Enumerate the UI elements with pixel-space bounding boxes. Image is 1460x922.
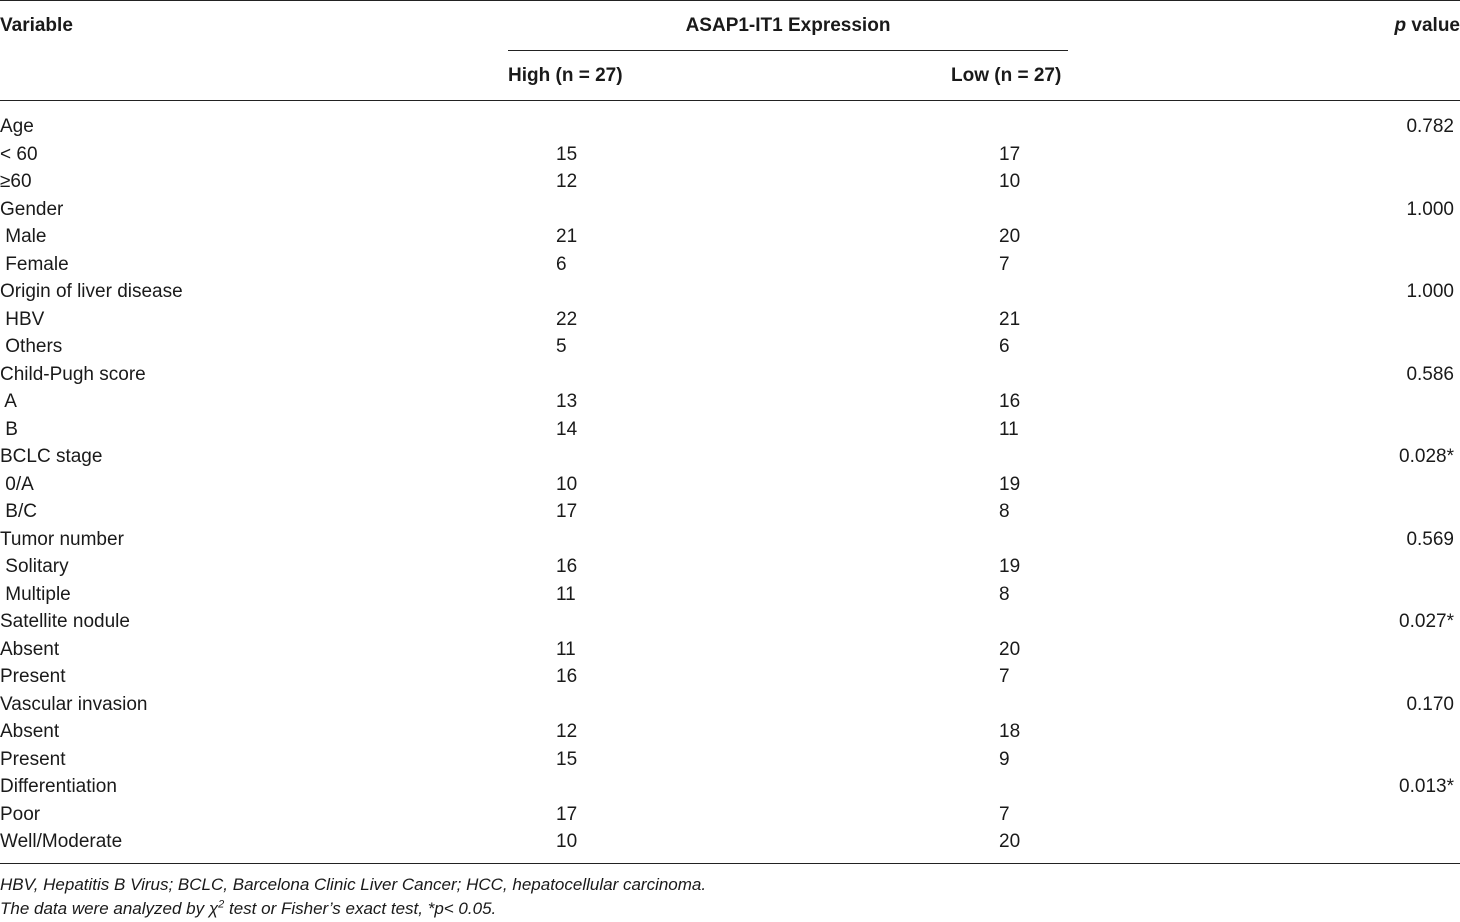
footnote-abbreviations: HBV, Hepatitis B Virus; BCLC, Barcelona Clinic Liver Cancer; HCC, hepatocellular carcinoma. bbox=[0, 875, 707, 894]
cell-low: 21 bbox=[999, 308, 1021, 330]
cell-variable: Age bbox=[0, 116, 34, 137]
cell-variable: Well/Moderate bbox=[0, 831, 123, 852]
header-high: High (n = 27) bbox=[508, 65, 623, 86]
table-row bbox=[0, 168, 1460, 196]
table-row bbox=[0, 333, 1460, 361]
cell-variable: Female bbox=[0, 253, 69, 275]
footnote-statistics-text-end: test or Fisher’s exact test, *p< 0.05. bbox=[224, 899, 497, 918]
cell-pvalue: 0.782 bbox=[1406, 116, 1454, 137]
cell-high: 15 bbox=[556, 748, 578, 770]
cell-variable: Gender bbox=[0, 198, 64, 220]
table-row bbox=[0, 801, 1460, 829]
cell-high: 11 bbox=[556, 638, 576, 660]
cell-high: 14 bbox=[556, 418, 578, 440]
table-row bbox=[0, 718, 1460, 746]
table-row bbox=[0, 141, 1460, 169]
cell-pvalue: 0.027* bbox=[1399, 611, 1454, 632]
cell-high: 15 bbox=[556, 143, 578, 165]
table-row bbox=[0, 581, 1460, 609]
cell-pvalue: 0.569 bbox=[1406, 528, 1454, 550]
cell-variable: Present bbox=[0, 748, 66, 770]
cell-high: 12 bbox=[556, 721, 578, 742]
cell-high: 21 bbox=[556, 226, 578, 247]
table-row bbox=[0, 388, 1460, 416]
cell-variable: Solitary bbox=[0, 556, 69, 577]
cell-high: 12 bbox=[556, 171, 578, 192]
cell-high: 11 bbox=[556, 583, 576, 605]
cell-variable: Origin of liver disease bbox=[0, 281, 183, 302]
table-row bbox=[0, 443, 1460, 471]
cell-low: 19 bbox=[999, 556, 1021, 577]
cell-low: 19 bbox=[999, 473, 1021, 495]
table-row bbox=[0, 498, 1460, 526]
cell-variable: Absent bbox=[0, 638, 60, 660]
header-variable: Variable bbox=[0, 15, 73, 36]
cell-high: 10 bbox=[556, 831, 578, 852]
top-rule bbox=[0, 0, 1460, 1]
cell-low: 18 bbox=[999, 721, 1021, 742]
table-row bbox=[0, 663, 1460, 691]
table-row bbox=[0, 553, 1460, 581]
header-low: Low (n = 27) bbox=[951, 65, 1062, 86]
table-row bbox=[0, 691, 1460, 719]
cell-high: 17 bbox=[556, 501, 578, 522]
cell-pvalue: 1.000 bbox=[1406, 281, 1454, 302]
table-row bbox=[0, 608, 1460, 636]
cell-low: 20 bbox=[999, 831, 1021, 852]
footnote-statistics-text: The data were analyzed by χ bbox=[0, 899, 219, 918]
cell-variable: < 60 bbox=[0, 143, 38, 165]
cell-low: 20 bbox=[999, 638, 1021, 660]
cell-low: 7 bbox=[999, 803, 1010, 825]
cell-variable: B/C bbox=[0, 501, 37, 522]
cell-low: 7 bbox=[999, 666, 1010, 687]
header-pvalue bbox=[1395, 14, 1460, 38]
cell-variable: Others bbox=[0, 336, 63, 357]
table-body bbox=[0, 113, 1460, 856]
table-row bbox=[0, 416, 1460, 444]
cell-high: 5 bbox=[556, 336, 567, 357]
header-group: ASAP1-IT1 Expression bbox=[685, 15, 891, 36]
cell-low: 17 bbox=[999, 143, 1021, 165]
cell-variable: HBV bbox=[0, 308, 45, 330]
cell-low: 20 bbox=[999, 226, 1021, 247]
cell-variable: BCLC stage bbox=[0, 446, 103, 467]
cell-high: 10 bbox=[556, 473, 578, 495]
cell-variable: A bbox=[0, 391, 17, 412]
cell-high: 16 bbox=[556, 556, 578, 577]
cell-variable: ≥60 bbox=[0, 171, 32, 192]
table-row bbox=[0, 196, 1460, 224]
cell-variable: 0/A bbox=[0, 473, 34, 495]
table-row bbox=[0, 223, 1460, 251]
table-row bbox=[0, 773, 1460, 801]
cell-pvalue: 0.586 bbox=[1406, 363, 1454, 385]
cell-pvalue: 0.028* bbox=[1399, 446, 1454, 467]
cell-low: 8 bbox=[999, 583, 1010, 605]
table-row bbox=[0, 526, 1460, 554]
table-row bbox=[0, 746, 1460, 774]
group-span-rule bbox=[508, 50, 1068, 51]
header-rule bbox=[0, 100, 1460, 101]
cell-variable: Male bbox=[0, 226, 47, 247]
cell-variable: Child-Pugh score bbox=[0, 363, 146, 385]
cell-high: 16 bbox=[556, 666, 578, 687]
table-row bbox=[0, 471, 1460, 499]
cell-variable: B bbox=[0, 418, 18, 440]
cell-variable: Satellite nodule bbox=[0, 611, 130, 632]
table-row bbox=[0, 278, 1460, 306]
cell-high: 17 bbox=[556, 803, 578, 825]
cell-variable: Vascular invasion bbox=[0, 693, 148, 715]
cell-variable: Multiple bbox=[0, 583, 71, 605]
cell-variable: Present bbox=[0, 666, 66, 687]
header-pvalue-italic: p bbox=[1394, 15, 1407, 36]
cell-low: 10 bbox=[999, 171, 1021, 192]
table-row bbox=[0, 306, 1460, 334]
cell-variable: Tumor number bbox=[0, 528, 124, 550]
cell-high: 22 bbox=[556, 308, 578, 330]
cell-variable: Differentiation bbox=[0, 776, 117, 797]
table-row bbox=[0, 636, 1460, 664]
footnote-statistics bbox=[0, 898, 496, 920]
cell-low: 7 bbox=[999, 253, 1010, 275]
cell-low: 11 bbox=[999, 418, 1019, 440]
cell-low: 16 bbox=[999, 391, 1021, 412]
cell-pvalue: 0.013* bbox=[1399, 776, 1454, 797]
cell-variable: Absent bbox=[0, 721, 60, 742]
cell-low: 9 bbox=[999, 748, 1010, 770]
cell-low: 8 bbox=[999, 501, 1010, 522]
table-row bbox=[0, 113, 1460, 141]
cell-high: 6 bbox=[556, 253, 567, 275]
table-row bbox=[0, 828, 1460, 856]
header-pvalue-rest: value bbox=[1406, 15, 1460, 36]
table-row bbox=[0, 361, 1460, 389]
cell-low: 6 bbox=[999, 336, 1010, 357]
cell-variable: Poor bbox=[0, 803, 41, 825]
cell-pvalue: 1.000 bbox=[1406, 198, 1454, 220]
footnote-superscript: 2 bbox=[218, 898, 225, 911]
cell-high: 13 bbox=[556, 391, 578, 412]
bottom-rule bbox=[0, 863, 1460, 864]
cell-pvalue: 0.170 bbox=[1406, 693, 1454, 715]
table-row bbox=[0, 251, 1460, 279]
